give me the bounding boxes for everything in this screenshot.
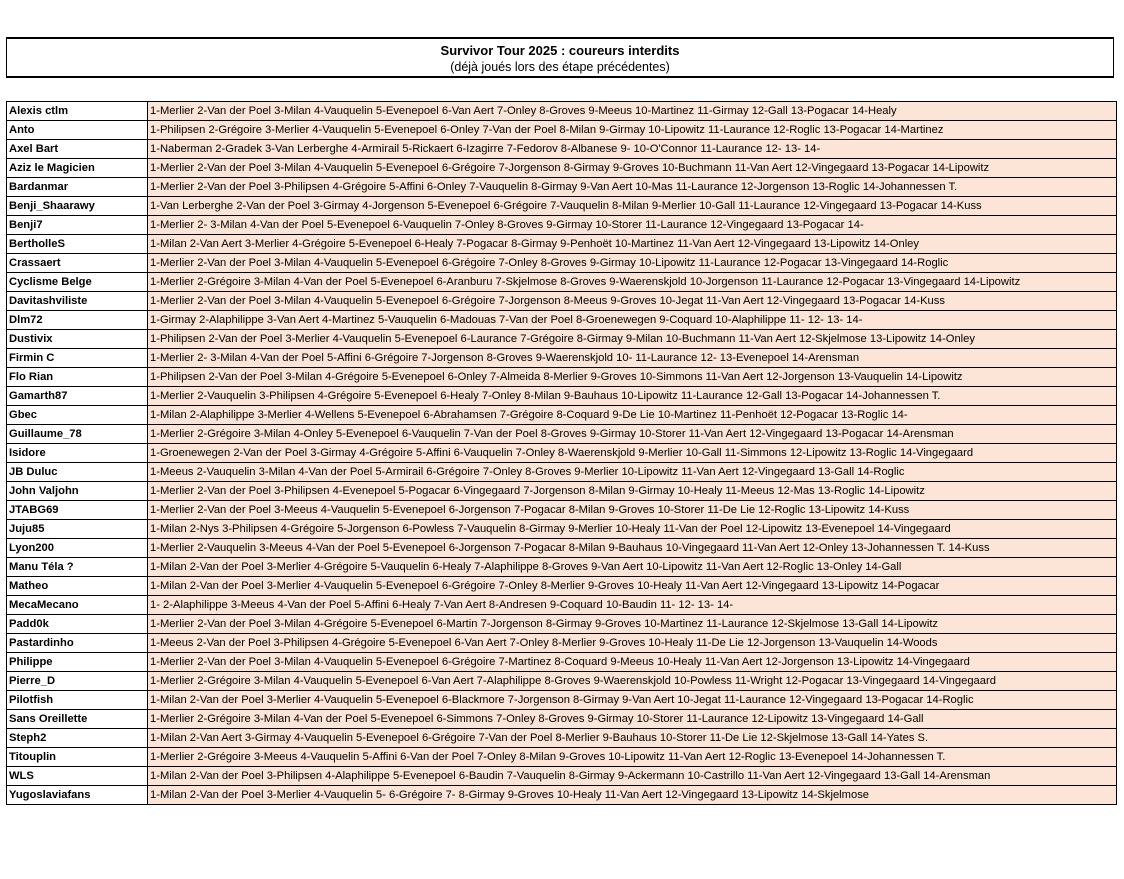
table-row xyxy=(7,748,1117,767)
forbidden-riders-cell[interactable]: 1-Merlier 2-Van der Poel 3-Philipsen 4-Grégoire 5-Affini 6-Onley 7-Vauquelin 8-Girmay 9-Van Aert 10-Mas 11-Laurance 12-Jorgenson 13-Roglic 14-Johannessen T. xyxy=(148,178,1117,197)
player-name-cell[interactable]: Padd0k xyxy=(7,615,148,634)
player-name-cell[interactable]: Davitashviliste xyxy=(7,292,148,311)
table-row xyxy=(7,273,1117,292)
sheet-subtitle: (déjà joués lors des étape précédentes) xyxy=(450,60,670,74)
forbidden-riders-cell[interactable]: 1-Merlier 2-Van der Poel 3-Milan 4-Vauquelin 5-Evenepoel 6-Grégoire 7-Onley 8-Groves 9-Girmay 10-Lipowitz 11-Laurance 12-Pogacar 13-Vingegaard 14-Roglic xyxy=(148,254,1117,273)
player-name-cell[interactable]: JB Duluc xyxy=(7,463,148,482)
table-row xyxy=(7,786,1117,805)
table-row xyxy=(7,254,1117,273)
table-row xyxy=(7,197,1117,216)
player-name-cell[interactable]: Benji7 xyxy=(7,216,148,235)
player-name-cell[interactable]: Steph2 xyxy=(7,729,148,748)
player-name-cell[interactable]: Alexis ctlm xyxy=(7,102,148,121)
forbidden-riders-cell[interactable]: 1-Merlier 2-Van der Poel 3-Milan 4-Vauquelin 5-Evenepoel 6-Grégoire 7-Jorgenson 8-Girmay 9-Groves 10-Buchmann 11-Van Aert 12-Vingegaard 13-Pogacar 14-Lipowitz xyxy=(148,159,1117,178)
player-name-cell[interactable]: Manu Téla ? xyxy=(7,558,148,577)
forbidden-riders-cell[interactable]: 1-Philipsen 2-Grégoire 3-Merlier 4-Vauquelin 5-Evenepoel 6-Onley 7-Van der Poel 8-Milan 9-Girmay 10-Lipowitz 11-Laurance 12-Roglic 13-Pogacar 14-Martinez xyxy=(148,121,1117,140)
table-row xyxy=(7,463,1117,482)
player-name-cell[interactable]: JTABG69 xyxy=(7,501,148,520)
table-row xyxy=(7,615,1117,634)
player-name-cell[interactable]: Sans Oreillette xyxy=(7,710,148,729)
forbidden-riders-cell[interactable]: 1-Milan 2-Van Aert 3-Girmay 4-Vauquelin 5-Evenepoel 6-Grégoire 7-Van der Poel 8-Merlier 9-Bauhaus 10-Storer 11-De Lie 12-Skjelmose 13-Gall 14-Yates S. xyxy=(148,729,1117,748)
table-row xyxy=(7,178,1117,197)
table-row xyxy=(7,729,1117,748)
player-name-cell[interactable]: Gbec xyxy=(7,406,148,425)
forbidden-riders-cell[interactable]: 1-Milan 2-Nys 3-Philipsen 4-Grégoire 5-Jorgenson 6-Powless 7-Vauquelin 8-Girmay 9-Merlier 10-Healy 11-Van der Poel 12-Lipowitz 13-Evenepoel 14-Vingegaard xyxy=(148,520,1117,539)
player-name-cell[interactable]: Cyclisme Belge xyxy=(7,273,148,292)
table-row xyxy=(7,292,1117,311)
table-row xyxy=(7,235,1117,254)
sheet-title: Survivor Tour 2025 : coureurs interdits xyxy=(440,43,680,58)
forbidden-riders-cell[interactable]: 1-Merlier 2-Van der Poel 3-Milan 4-Grégoire 5-Evenepoel 6-Martin 7-Jorgenson 8-Girmay 9-Groves 10-Martinez 11-Laurance 12-Skjelmose 13-Gall 14-Lipowitz xyxy=(148,615,1117,634)
forbidden-riders-cell[interactable]: 1-Merlier 2-Grégoire 3-Milan 4-Vauquelin 5-Evenepoel 6-Van Aert 7-Alaphilippe 8-Groves 9-Waerenskjold 10-Powless 11-Wright 12-Pogacar 13-Vingegaard 14-Vingegaard xyxy=(148,672,1117,691)
forbidden-riders-cell[interactable]: 1-Merlier 2-Grégoire 3-Meeus 4-Vauquelin 5-Affini 6-Van der Poel 7-Onley 8-Milan 9-Groves 10-Lipowitz 11-Van Aert 12-Roglic 13-Evenepoel 14-Johannessen T. xyxy=(148,748,1117,767)
player-name-cell[interactable]: Benji_Shaarawy xyxy=(7,197,148,216)
table-row xyxy=(7,482,1117,501)
forbidden-riders-cell[interactable]: 1-Merlier 2-Van der Poel 3-Milan 4-Vauquelin 5-Evenepoel 6-Grégoire 7-Jorgenson 8-Meeus 9-Groves 10-Jegat 11-Van Aert 12-Vingegaard 13-Pogacar 14-Kuss xyxy=(148,292,1117,311)
forbidden-riders-cell[interactable]: 1-Milan 2-Van Aert 3-Merlier 4-Grégoire 5-Evenepoel 6-Healy 7-Pogacar 8-Girmay 9-Penhoët 10-Martinez 11-Van Aert 12-Vingegaard 13-Lipowitz 14-Onley xyxy=(148,235,1117,254)
sheet-header xyxy=(6,37,1114,78)
player-name-cell[interactable]: Lyon200 xyxy=(7,539,148,558)
forbidden-riders-cell[interactable]: 1-Philipsen 2-Van der Poel 3-Milan 4-Grégoire 5-Evenepoel 6-Onley 7-Almeida 8-Merlier 9-Groves 10-Simmons 11-Van Aert 12-Jorgenson 13-Vauquelin 14-Lipowitz xyxy=(148,368,1117,387)
forbidden-riders-cell[interactable]: 1-Merlier 2-Van der Poel 3-Meeus 4-Vauquelin 5-Evenepoel 6-Jorgenson 7-Pogacar 8-Milan 9-Groves 10-Storer 11-De Lie 12-Roglic 13-Lipowitz 14-Kuss xyxy=(148,501,1117,520)
forbidden-riders-cell[interactable]: 1-Merlier 2-Grégoire 3-Milan 4-Onley 5-Evenepoel 6-Vauquelin 7-Van der Poel 8-Groves 9-Girmay 10-Storer 11-Van Aert 12-Vingegaard 13-Pogacar 14-Arensman xyxy=(148,425,1117,444)
table-row xyxy=(7,330,1117,349)
forbidden-riders-cell[interactable]: 1-Merlier 2-Van der Poel 3-Milan 4-Vauquelin 5-Evenepoel 6-Van Aert 7-Onley 8-Groves 9-Meeus 10-Martinez 11-Girmay 12-Gall 13-Pogacar 14-Healy xyxy=(148,102,1117,121)
table-row xyxy=(7,349,1117,368)
table-row xyxy=(7,672,1117,691)
forbidden-riders-cell[interactable]: 1-Naberman 2-Gradek 3-Van Lerberghe 4-Armirail 5-Rickaert 6-Izagirre 7-Fedorov 8-Albanese 9- 10-O'Connor 11-Laurance 12- 13- 14- xyxy=(148,140,1117,159)
forbidden-riders-cell[interactable]: 1-Merlier 2-Grégoire 3-Milan 4-Van der Poel 5-Evenepoel 6-Aranburu 7-Skjelmose 8-Groves 9-Waerenskjold 10-Jorgenson 11-Laurance 12-Pogacar 13-Vingegaard 14-Lipowitz xyxy=(148,273,1117,292)
forbidden-riders-cell[interactable]: 1- 2-Alaphilippe 3-Meeus 4-Van der Poel 5-Affini 6-Healy 7-Van Aert 8-Andresen 9-Coquard 10-Baudin 11- 12- 13- 14- xyxy=(148,596,1117,615)
table-row xyxy=(7,216,1117,235)
forbidden-riders-cell[interactable]: 1-Milan 2-Van der Poel 3-Philipsen 4-Alaphilippe 5-Evenepoel 6-Baudin 7-Vauquelin 8-Girmay 9-Ackermann 10-Castrillo 11-Van Aert 12-Vingegaard 13-Gall 14-Arensman xyxy=(148,767,1117,786)
forbidden-riders-cell[interactable]: 1-Philipsen 2-Van der Poel 3-Merlier 4-Vauquelin 5-Evenepoel 6-Laurance 7-Grégoire 8-Girmay 9-Milan 10-Buchmann 11-Van Aert 12-Skjelmose 13-Lipowitz 14-Onley xyxy=(148,330,1117,349)
player-name-cell[interactable]: Firmin C xyxy=(7,349,148,368)
table-row xyxy=(7,691,1117,710)
table-row xyxy=(7,767,1117,786)
players-table xyxy=(6,101,1117,805)
forbidden-riders-cell[interactable]: 1-Merlier 2-Vauquelin 3-Meeus 4-Van der Poel 5-Evenepoel 6-Jorgenson 7-Pogacar 8-Milan 9-Bauhaus 10-Vingegaard 11-Van Aert 12-Onley 13-Johannessen T. 14-Kuss xyxy=(148,539,1117,558)
player-name-cell[interactable]: Dlm72 xyxy=(7,311,148,330)
table-row xyxy=(7,406,1117,425)
forbidden-riders-cell[interactable]: 1-Milan 2-Van der Poel 3-Merlier 4-Grégoire 5-Vauquelin 6-Healy 7-Alaphilippe 8-Groves 9-Van Aert 10-Lipowitz 11-Van Aert 12-Roglic 13-Onley 14-Gall xyxy=(148,558,1117,577)
table-row xyxy=(7,368,1117,387)
player-name-cell[interactable]: Aziz le Magicien xyxy=(7,159,148,178)
table-row xyxy=(7,520,1117,539)
table-row xyxy=(7,425,1117,444)
players-table-body xyxy=(7,102,1117,805)
table-row xyxy=(7,121,1117,140)
player-name-cell[interactable]: Axel Bart xyxy=(7,140,148,159)
forbidden-riders-cell[interactable]: 1-Milan 2-Van der Poel 3-Merlier 4-Vauquelin 5- 6-Grégoire 7- 8-Girmay 9-Groves 10-Healy 11-Van Aert 12-Vingegaard 13-Lipowitz 14-Skjelmose xyxy=(148,786,1117,805)
table-row xyxy=(7,102,1117,121)
forbidden-riders-cell[interactable]: 1-Merlier 2-Van der Poel 3-Milan 4-Vauquelin 5-Evenepoel 6-Grégoire 7-Martinez 8-Coquard 9-Meeus 10-Healy 11-Van Aert 12-Jorgenson 13-Lipowitz 14-Vingegaard xyxy=(148,653,1117,672)
forbidden-riders-cell[interactable]: 1-Milan 2-Van der Poel 3-Merlier 4-Vauquelin 5-Evenepoel 6-Blackmore 7-Jorgenson 8-Girmay 9-Van Aert 10-Jegat 11-Laurance 12-Vingegaard 13-Pogacar 14-Roglic xyxy=(148,691,1117,710)
table-row xyxy=(7,311,1117,330)
forbidden-riders-cell[interactable]: 1-Milan 2-Alaphilippe 3-Merlier 4-Wellens 5-Evenepoel 6-Abrahamsen 7-Grégoire 8-Coquard 9-De Lie 10-Martinez 11-Penhoët 12-Pogacar 13-Roglic 14- xyxy=(148,406,1117,425)
forbidden-riders-cell[interactable]: 1-Groenewegen 2-Van der Poel 3-Girmay 4-Grégoire 5-Affini 6-Vauquelin 7-Onley 8-Waerenskjold 9-Merlier 10-Gall 11-Simmons 12-Lipowitz 13-Roglic 14-Vingegaard xyxy=(148,444,1117,463)
forbidden-riders-cell[interactable]: 1-Merlier 2- 3-Milan 4-Van der Poel 5-Evenepoel 6-Vauquelin 7-Onley 8-Groves 9-Girmay 10-Storer 11-Laurance 12-Vingegaard 13-Pogacar 14- xyxy=(148,216,1117,235)
player-name-cell[interactable]: Pastardinho xyxy=(7,634,148,653)
forbidden-riders-cell[interactable]: 1-Van Lerberghe 2-Van der Poel 3-Girmay 4-Jorgenson 5-Evenepoel 6-Grégoire 7-Vauquelin 8-Milan 9-Merlier 10-Gall 11-Laurance 12-Vingegaard 13-Pogacar 14-Kuss xyxy=(148,197,1117,216)
table-row xyxy=(7,653,1117,672)
forbidden-riders-cell[interactable]: 1-Girmay 2-Alaphilippe 3-Van Aert 4-Martinez 5-Vauquelin 6-Madouas 7-Van der Poel 8-Groenewegen 9-Coquard 10-Alaphilippe 11- 12- 13- 14- xyxy=(148,311,1117,330)
table-row xyxy=(7,387,1117,406)
player-name-cell[interactable]: MecaMecano xyxy=(7,596,148,615)
table-row xyxy=(7,159,1117,178)
player-name-cell[interactable]: Gamarth87 xyxy=(7,387,148,406)
forbidden-riders-cell[interactable]: 1-Merlier 2-Grégoire 3-Milan 4-Van der Poel 5-Evenepoel 6-Simmons 7-Onley 8-Groves 9-Girmay 10-Storer 11-Laurance 12-Lipowitz 13-Vingegaard 14-Gall xyxy=(148,710,1117,729)
table-row xyxy=(7,710,1117,729)
player-name-cell[interactable]: Dustivix xyxy=(7,330,148,349)
player-name-cell[interactable]: Yugoslaviafans xyxy=(7,786,148,805)
player-name-cell[interactable]: Juju85 xyxy=(7,520,148,539)
table-row xyxy=(7,539,1117,558)
player-name-cell[interactable]: Titouplin xyxy=(7,748,148,767)
player-name-cell[interactable]: BertholleS xyxy=(7,235,148,254)
player-name-cell[interactable]: Crassaert xyxy=(7,254,148,273)
player-name-cell[interactable]: Anto xyxy=(7,121,148,140)
player-name-cell[interactable]: Isidore xyxy=(7,444,148,463)
table-row xyxy=(7,558,1117,577)
forbidden-riders-cell[interactable]: 1-Merlier 2- 3-Milan 4-Van der Poel 5-Affini 6-Grégoire 7-Jorgenson 8-Groves 9-Waerenskjold 10- 11-Laurance 12- 13-Evenepoel 14-Arensman xyxy=(148,349,1117,368)
player-name-cell[interactable]: Philippe xyxy=(7,653,148,672)
player-name-cell[interactable]: Pierre_D xyxy=(7,672,148,691)
player-name-cell[interactable]: WLS xyxy=(7,767,148,786)
table-row xyxy=(7,634,1117,653)
forbidden-riders-cell[interactable]: 1-Milan 2-Van der Poel 3-Merlier 4-Vauquelin 5-Evenepoel 6-Grégoire 7-Onley 8-Merlier 9-Groves 10-Healy 11-Van Aert 12-Vingegaard 13-Lipowitz 14-Pogacar xyxy=(148,577,1117,596)
table-row xyxy=(7,596,1117,615)
forbidden-riders-cell[interactable]: 1-Merlier 2-Van der Poel 3-Philipsen 4-Evenepoel 5-Pogacar 6-Vingegaard 7-Jorgenson 8-Milan 9-Girmay 10-Healy 11-Meeus 12-Mas 13-Roglic 14-Lipowitz xyxy=(148,482,1117,501)
player-name-cell[interactable]: Bardanmar xyxy=(7,178,148,197)
table-row xyxy=(7,577,1117,596)
player-name-cell[interactable]: Pilotfish xyxy=(7,691,148,710)
player-name-cell[interactable]: John Valjohn xyxy=(7,482,148,501)
table-row xyxy=(7,140,1117,159)
table-row xyxy=(7,444,1117,463)
forbidden-riders-cell[interactable]: 1-Merlier 2-Vauquelin 3-Philipsen 4-Grégoire 5-Evenepoel 6-Healy 7-Onley 8-Milan 9-Bauhaus 10-Lipowitz 11-Laurance 12-Gall 13-Pogacar 14-Johannessen T. xyxy=(148,387,1117,406)
table-row xyxy=(7,501,1117,520)
forbidden-riders-cell[interactable]: 1-Meeus 2-Vauquelin 3-Milan 4-Van der Poel 5-Armirail 6-Grégoire 7-Onley 8-Groves 9-Merlier 10-Lipowitz 11-Van Aert 12-Vingegaard 13-Gall 14-Roglic xyxy=(148,463,1117,482)
player-name-cell[interactable]: Guillaume_78 xyxy=(7,425,148,444)
forbidden-riders-cell[interactable]: 1-Meeus 2-Van der Poel 3-Philipsen 4-Grégoire 5-Evenepoel 6-Van Aert 7-Onley 8-Merlier 9-Groves 10-Healy 11-De Lie 12-Jorgenson 13-Vauquelin 14-Woods xyxy=(148,634,1117,653)
player-name-cell[interactable]: Flo Rian xyxy=(7,368,148,387)
player-name-cell[interactable]: Matheo xyxy=(7,577,148,596)
